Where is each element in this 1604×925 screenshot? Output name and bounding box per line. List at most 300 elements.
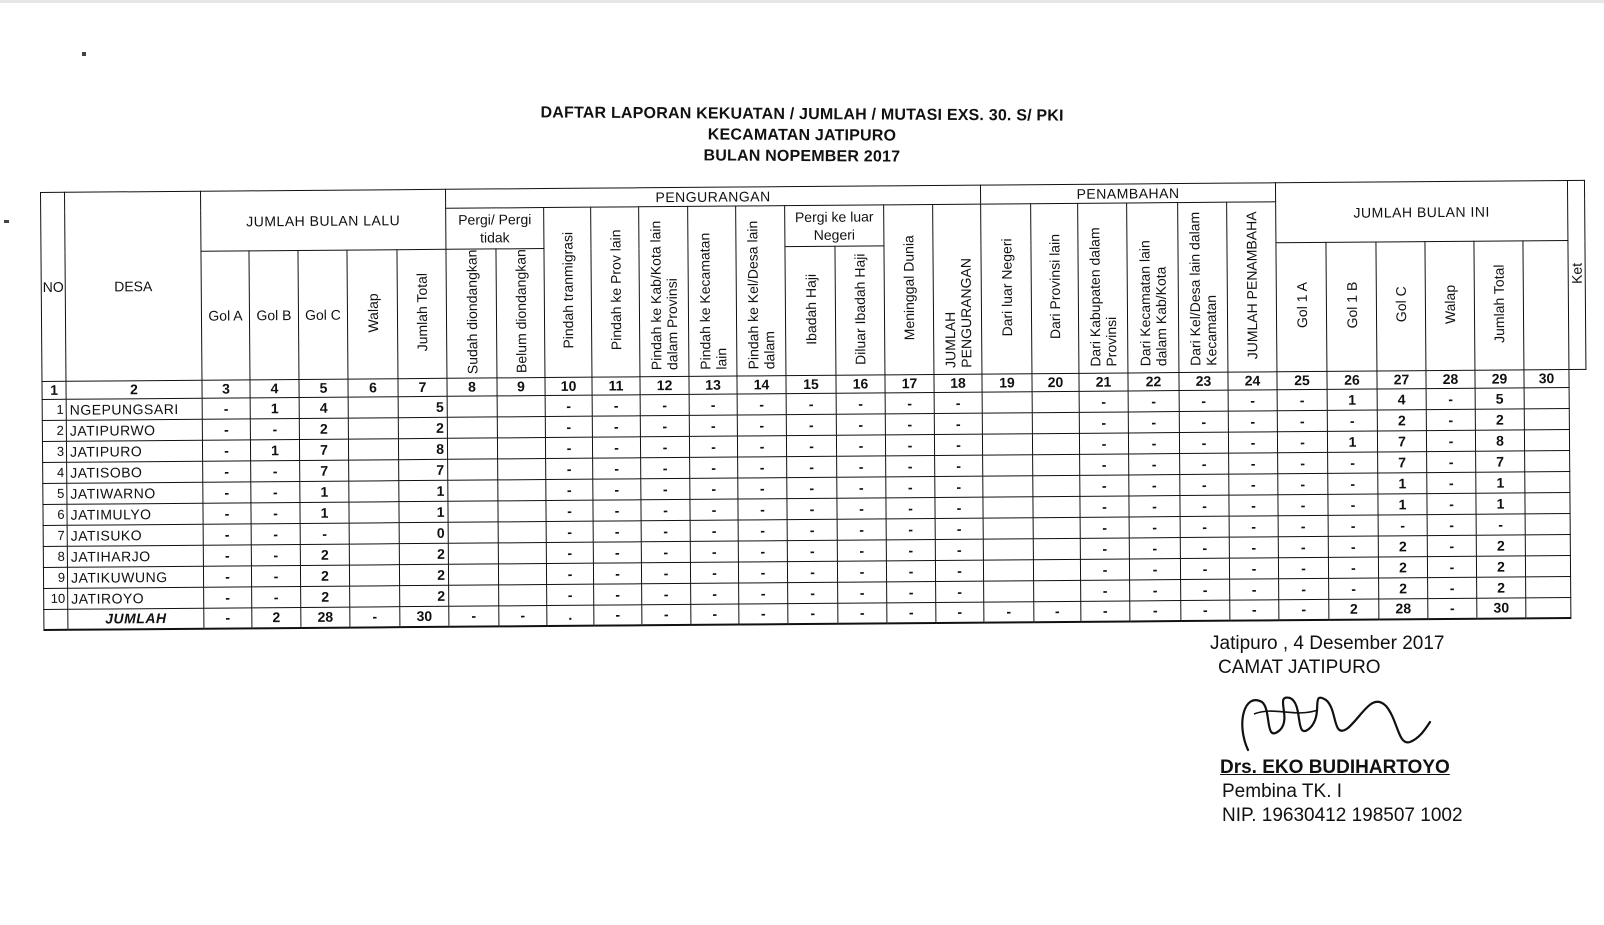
header-jumlah-penambaha-label: JUMLAH PENAMBAHA	[1243, 211, 1261, 360]
table-cell: -	[641, 457, 690, 478]
column-number: 20	[1032, 373, 1079, 391]
column-number: 21	[1079, 373, 1128, 391]
table-cell: 2	[1378, 556, 1427, 577]
report-sheet	[40, 180, 1588, 631]
table-cell	[1033, 496, 1080, 517]
table-cell: -	[1229, 557, 1278, 578]
table-cell: -	[1129, 558, 1180, 579]
header-dari-kecamatan	[1127, 203, 1179, 373]
total-cell: -	[1279, 599, 1329, 620]
table-cell: 1	[1327, 389, 1377, 410]
column-number: 30	[1524, 369, 1569, 387]
table-cell: -	[886, 560, 935, 581]
village-name: JATIWARNO	[67, 482, 203, 504]
table-cell: -	[837, 497, 886, 518]
table-cell: 7	[299, 439, 348, 460]
total-cell: -	[499, 605, 547, 626]
table-cell: -	[836, 392, 885, 413]
header-walap-label: Walap	[364, 293, 381, 333]
table-cell: -	[640, 436, 689, 457]
table-cell: -	[935, 539, 983, 560]
header-dari-provinsi-label: Dari Provinsi lain	[1046, 234, 1064, 340]
village-name: JATISUKO	[67, 524, 203, 546]
column-number: 5	[299, 379, 348, 397]
header-jumlah-pengurangan-label: JUMLAH PENGURANGAN	[941, 257, 974, 368]
village-name: JATIPURO	[66, 440, 202, 462]
table-cell	[497, 395, 545, 416]
table-cell: -	[690, 478, 738, 499]
table-cell: -	[837, 560, 886, 581]
table-cell	[349, 564, 399, 585]
table-cell: -	[545, 395, 592, 416]
table-cell: 7	[1476, 450, 1525, 471]
total-cell: 2	[1329, 599, 1379, 620]
total-cell: -	[691, 604, 739, 625]
header-dari-kel-desa-label: Dari Kel/Desa lain dalam Kecamatan	[1186, 211, 1220, 366]
table-cell: -	[739, 582, 788, 603]
table-cell: 5	[1475, 387, 1524, 408]
column-number: 8	[447, 377, 497, 395]
header-jumlah-bulan-lalu: JUMLAH BULAN LALU	[200, 189, 445, 251]
table-cell: -	[1179, 432, 1228, 453]
table-cell: -	[641, 499, 690, 520]
village-name: JATIHARJO	[67, 545, 203, 567]
table-cell: -	[886, 539, 935, 560]
village-name: NGEPUNGSARI	[66, 398, 202, 420]
table-cell: -	[786, 414, 836, 435]
table-cell: 1	[399, 501, 448, 522]
total-cell: 30	[400, 606, 449, 627]
table-cell: 1	[300, 481, 349, 502]
header-jumlah-total-ini	[1474, 241, 1524, 370]
table-cell: -	[689, 394, 737, 415]
column-number: 16	[836, 374, 885, 392]
table-cell: -	[738, 519, 787, 540]
header-gol-1b	[1326, 242, 1377, 371]
signature-block	[1210, 632, 1463, 828]
table-cell: -	[788, 582, 838, 603]
table-cell: -	[1229, 452, 1278, 473]
column-number: 1	[42, 381, 66, 399]
table-cell: -	[593, 562, 641, 583]
header-dari-kabupaten-label: Dari Kabupaten dalam Provinsi	[1086, 227, 1120, 367]
table-cell: -	[787, 540, 837, 561]
table-cell: -	[1180, 474, 1229, 495]
table-cell: -	[1329, 578, 1379, 599]
table-cell: -	[837, 539, 886, 560]
table-cell: -	[1129, 537, 1180, 558]
table-cell	[449, 584, 499, 605]
column-number: 13	[689, 376, 737, 394]
table-cell	[1032, 391, 1079, 412]
table-cell: -	[836, 434, 885, 455]
table-cell: 7	[399, 459, 448, 480]
header-diluar-haji-label: Diluar Ibadah Haji	[851, 253, 869, 365]
table-cell: -	[934, 434, 982, 455]
table-cell: -	[593, 520, 641, 541]
table-cell: -	[546, 563, 593, 584]
table-cell: -	[690, 520, 738, 541]
table-cell	[448, 458, 498, 479]
table-cell: -	[690, 499, 738, 520]
table-cell: 0	[399, 522, 448, 543]
table-cell: -	[1081, 580, 1130, 601]
table-cell: -	[251, 502, 300, 523]
row-number: 9	[43, 567, 67, 588]
table-cell	[498, 500, 546, 521]
column-number: 26	[1327, 371, 1377, 389]
table-cell: -	[1080, 559, 1129, 580]
header-gol-c: Gol C	[298, 250, 348, 379]
table-cell: -	[1229, 494, 1278, 515]
table-cell: 1	[250, 439, 299, 460]
table-cell: 5	[398, 396, 447, 417]
header-dari-kabupaten	[1078, 203, 1128, 373]
table-cell: -	[547, 584, 594, 605]
table-cell	[448, 563, 498, 584]
table-cell: -	[641, 478, 690, 499]
row-number: 7	[43, 525, 67, 546]
header-meninggal	[884, 204, 934, 374]
report-body	[42, 369, 1588, 630]
header-kab-kota	[639, 206, 689, 376]
column-number: 24	[1228, 371, 1277, 389]
column-number: 3	[202, 379, 250, 397]
table-cell: -	[1181, 579, 1230, 600]
header-gol-c-ini-label: Gol C	[1392, 286, 1410, 323]
table-cell	[348, 438, 398, 459]
table-cell: -	[737, 393, 786, 414]
table-cell	[984, 580, 1034, 601]
village-name: JATIROYO	[68, 587, 204, 609]
table-cell	[982, 412, 1032, 433]
table-cell	[1526, 576, 1571, 597]
table-cell: -	[1427, 451, 1476, 472]
table-cell: 8	[398, 438, 447, 459]
header-ket	[1567, 180, 1585, 369]
table-cell: -	[1079, 412, 1128, 433]
table-cell: 2	[299, 418, 348, 439]
row-number: 3	[42, 441, 66, 462]
total-cell: -	[1181, 600, 1230, 621]
table-cell: -	[787, 561, 837, 582]
header-walap-ini-label: Walap	[1441, 284, 1459, 324]
column-number: 12	[640, 376, 689, 394]
header-jumlah-total	[397, 249, 447, 378]
table-cell: 1	[250, 397, 299, 418]
table-cell	[448, 521, 498, 542]
table-cell: -	[885, 392, 934, 413]
table-cell: -	[836, 413, 885, 434]
table-cell: 1	[399, 480, 448, 501]
table-cell: -	[202, 397, 250, 418]
total-cell: -	[594, 604, 642, 625]
header-diluar-haji	[835, 246, 885, 375]
table-cell: 2	[1378, 535, 1427, 556]
table-cell	[1033, 538, 1080, 559]
table-cell: 2	[301, 586, 350, 607]
table-cell: -	[936, 581, 984, 602]
table-cell: 2	[400, 585, 449, 606]
table-cell: -	[690, 562, 738, 583]
table-cell	[349, 522, 399, 543]
table-cell: -	[738, 456, 787, 477]
table-cell: 2	[1476, 534, 1525, 555]
column-number: 23	[1179, 372, 1228, 390]
table-cell: -	[593, 478, 641, 499]
total-cell: 28	[301, 607, 350, 628]
table-cell	[498, 458, 546, 479]
table-cell: 2	[1379, 577, 1428, 598]
table-cell: -	[1228, 389, 1277, 410]
total-cell: -	[1034, 601, 1081, 622]
table-cell	[1525, 534, 1570, 555]
table-cell	[1524, 387, 1569, 408]
handwritten-signature	[1234, 684, 1434, 758]
column-number: 6	[348, 378, 398, 396]
table-cell: -	[689, 415, 737, 436]
table-cell: -	[1426, 430, 1475, 451]
column-number: 10	[545, 377, 592, 395]
header-tranmigrasi-label: Pindah tranmigrasi	[559, 232, 577, 350]
table-cell: -	[886, 476, 935, 497]
header-no: NO	[41, 192, 66, 381]
total-cell: -	[1081, 601, 1130, 622]
table-cell: -	[1229, 473, 1278, 494]
table-cell: -	[546, 458, 593, 479]
table-cell: 1	[300, 502, 349, 523]
table-cell	[1525, 492, 1570, 513]
table-cell: -	[837, 476, 886, 497]
table-cell: -	[592, 415, 640, 436]
table-cell: 1	[1378, 493, 1427, 514]
table-cell: -	[1180, 453, 1229, 474]
table-cell: -	[251, 565, 300, 586]
table-cell	[983, 496, 1033, 517]
total-cell: 28	[1379, 598, 1428, 619]
table-cell: -	[787, 477, 837, 498]
table-cell: -	[593, 457, 641, 478]
report-title	[0, 99, 1604, 172]
table-cell: -	[934, 413, 982, 434]
table-cell: -	[886, 518, 935, 539]
table-cell: -	[738, 540, 787, 561]
header-kel-desa	[736, 206, 786, 376]
column-number: 27	[1377, 370, 1426, 388]
header-gol-b: Gol B	[249, 250, 299, 379]
table-cell: 2	[300, 544, 349, 565]
column-number: 15	[786, 375, 836, 393]
table-cell: -	[203, 481, 251, 502]
table-cell: -	[1327, 410, 1377, 431]
total-cell: 2	[252, 607, 301, 628]
table-cell	[348, 396, 398, 417]
table-cell: -	[203, 523, 251, 544]
header-dari-kel-desa	[1178, 202, 1228, 372]
table-cell: -	[1079, 391, 1128, 412]
table-cell: -	[1427, 493, 1476, 514]
header-desa: DESA	[65, 191, 202, 381]
table-cell: -	[546, 542, 593, 563]
header-prov-lain-label: Pindah ke Prov lain	[606, 229, 624, 351]
table-cell	[448, 542, 498, 563]
table-cell: -	[1427, 556, 1476, 577]
column-number: 14	[737, 375, 786, 393]
table-cell: -	[1080, 454, 1129, 475]
table-cell: 4	[1377, 388, 1426, 409]
total-cell: -	[350, 606, 400, 627]
table-cell: -	[1277, 431, 1327, 452]
table-cell: 2	[1377, 409, 1426, 430]
table-cell: -	[738, 561, 787, 582]
table-cell: -	[203, 544, 251, 565]
table-cell: 1	[1476, 492, 1525, 513]
table-cell	[1525, 450, 1570, 471]
table-cell: -	[786, 435, 836, 456]
total-cell: -	[739, 603, 788, 624]
table-cell	[349, 480, 399, 501]
total-cell: -	[887, 602, 936, 623]
village-name: JATIMULYO	[67, 503, 203, 525]
table-cell: -	[1179, 411, 1228, 432]
table-cell: -	[787, 498, 837, 519]
table-cell: -	[885, 434, 934, 455]
table-cell: -	[886, 497, 935, 518]
table-cell: -	[787, 519, 837, 540]
table-cell: -	[1328, 473, 1378, 494]
table-cell	[447, 416, 497, 437]
scan-top-edge	[0, 0, 1604, 3]
header-dari-provinsi	[1031, 203, 1079, 373]
table-cell	[349, 459, 399, 480]
table-cell: -	[838, 581, 887, 602]
header-penambahan: PENAMBAHAN	[980, 183, 1275, 204]
table-cell: -	[1180, 558, 1229, 579]
header-ibadah-haji-label: Ibadah Haji	[802, 273, 819, 345]
table-cell	[1525, 513, 1570, 534]
total-label: JUMLAH	[68, 608, 204, 630]
signatory-rank: Pembina TK. I	[1222, 781, 1343, 802]
table-cell: -	[1328, 536, 1378, 557]
table-cell: -	[641, 520, 690, 541]
column-number: 11	[592, 376, 640, 394]
row-number: 1	[42, 399, 66, 420]
signatory-nip: NIP. 19630412 198507 1002	[1222, 805, 1463, 826]
table-cell	[1034, 580, 1081, 601]
header-jumlah-penambaha	[1227, 202, 1277, 372]
table-cell: -	[691, 583, 739, 604]
table-cell: -	[641, 562, 690, 583]
table-cell: -	[737, 414, 786, 435]
table-cell	[349, 543, 399, 564]
table-cell	[1524, 408, 1569, 429]
table-cell: -	[203, 502, 251, 523]
table-cell: 2	[398, 417, 447, 438]
table-cell: -	[251, 523, 300, 544]
table-cell: -	[641, 541, 690, 562]
table-cell: -	[837, 455, 886, 476]
table-cell	[497, 437, 545, 458]
table-cell: -	[787, 456, 837, 477]
table-cell: 2	[1477, 576, 1526, 597]
header-gol-1a-label: Gol 1 A	[1293, 282, 1310, 329]
table-cell	[1033, 517, 1080, 538]
table-cell: 1	[1378, 472, 1427, 493]
table-cell	[497, 416, 545, 437]
header-sudah	[446, 249, 497, 378]
row-number: 4	[43, 462, 67, 483]
table-cell: -	[1279, 578, 1329, 599]
table-cell: 1	[1476, 471, 1525, 492]
table-cell: 1	[1327, 431, 1377, 452]
table-cell: -	[737, 435, 786, 456]
table-cell: -	[935, 455, 983, 476]
table-cell	[498, 479, 546, 500]
table-cell: -	[252, 586, 301, 607]
table-cell: -	[1426, 409, 1475, 430]
table-cell: 4	[299, 397, 348, 418]
total-cell: .	[547, 605, 594, 626]
table-cell	[1524, 429, 1569, 450]
header-kab-kota-label: Pindah ke Kab/Kota lain dalam Provinsi	[647, 220, 681, 371]
column-number: 7	[398, 378, 447, 396]
table-cell	[1032, 433, 1079, 454]
table-cell	[499, 584, 547, 605]
table-cell: -	[887, 581, 936, 602]
header-belum-label: Belum diondangkan	[511, 249, 529, 374]
row-number: 6	[43, 504, 67, 525]
table-cell: 2	[1476, 555, 1525, 576]
table-cell: -	[689, 436, 737, 457]
table-cell: -	[1128, 432, 1179, 453]
header-belum	[496, 249, 545, 378]
table-cell: -	[1428, 577, 1477, 598]
total-cell: -	[449, 605, 499, 626]
table-cell: -	[204, 586, 252, 607]
table-cell: -	[1278, 494, 1328, 515]
table-cell	[448, 479, 498, 500]
table-cell	[448, 500, 498, 521]
table-cell: -	[1427, 514, 1476, 535]
table-cell: -	[1180, 495, 1229, 516]
table-cell: -	[1277, 389, 1327, 410]
table-cell: -	[202, 439, 250, 460]
table-cell	[350, 585, 400, 606]
header-pergi-group: Pergi/ Pergi tidak	[446, 208, 544, 250]
table-cell	[1032, 412, 1079, 433]
total-cell: -	[788, 603, 838, 624]
header-dari-kecamatan-label: Dari Kecamatan lain dalam Kab/Kota	[1136, 239, 1170, 367]
table-cell: 2	[300, 565, 349, 586]
header-kel-desa-label: Pindah ke Kel/Desa lain dalam	[744, 220, 778, 370]
table-cell: -	[1476, 513, 1525, 534]
table-cell: -	[1230, 578, 1279, 599]
table-cell	[1033, 475, 1080, 496]
table-cell	[447, 395, 497, 416]
table-cell: -	[1128, 411, 1179, 432]
table-cell	[498, 521, 546, 542]
table-cell	[983, 517, 1033, 538]
table-cell: 2	[399, 543, 448, 564]
table-cell: -	[545, 437, 592, 458]
header-jumlah-pengurangan	[933, 204, 982, 374]
table-cell: -	[690, 457, 738, 478]
table-cell: -	[1378, 514, 1427, 535]
village-name: JATISOBO	[67, 461, 203, 483]
table-cell: -	[1229, 536, 1278, 557]
table-cell: -	[1228, 410, 1277, 431]
table-cell: -	[546, 521, 593, 542]
